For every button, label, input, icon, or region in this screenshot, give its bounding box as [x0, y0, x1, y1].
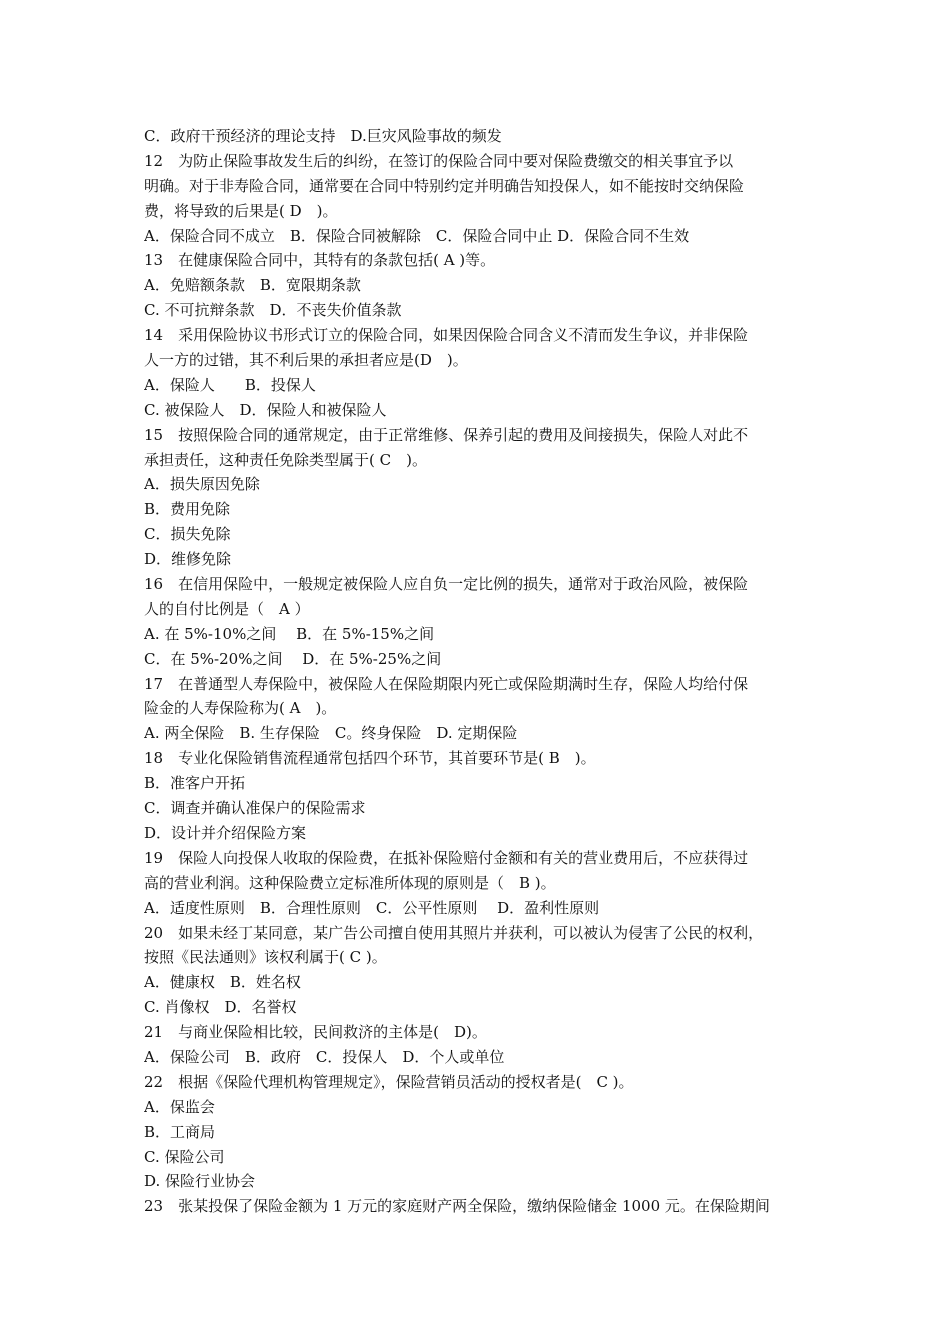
question-23-line: 23 张某投保了保险金额为 1 万元的家庭财产两全保险，缴纳保险储金 1000 元。在保险期间	[144, 1197, 770, 1216]
options-line: C. 不可抗辩条款 D．不丧失价值条款	[144, 301, 402, 320]
options-line: A. 在 5%-10%之间 B．在 5%-15%之间	[144, 624, 435, 643]
options-line: A．健康权 B．姓名权	[144, 973, 301, 992]
text-line: 人的自付比例是（ A ）	[144, 599, 310, 618]
text-line: 明确。对于非寿险合同，通常要在合同中特别约定并明确告知投保人，如不能按时交纳保险	[144, 176, 745, 195]
options-line: C. 被保险人 D．保险人和被保险人	[144, 400, 387, 419]
option-line: C．损失免除	[144, 525, 231, 544]
text-line: C．政府干预经济的理论支持 D.巨灾风险事故的频发	[144, 127, 502, 145]
options-line: C. 肖像权 D．名誉权	[144, 998, 297, 1017]
option-line: D．设计并介绍保险方案	[144, 823, 307, 842]
option-line: D．维修免除	[144, 550, 232, 569]
text-line: 承担责任，这种责任免除类型属于( C )。	[144, 450, 427, 469]
question-19-line: 19 保险人向投保人收取的保险费，在抵补保险赔付金额和有关的营业费用后，不应获得过	[144, 848, 749, 867]
option-line: A．保监会	[144, 1097, 215, 1116]
text-line: 费，将导致的后果是( D )。	[144, 201, 338, 220]
question-22-line: 22 根据《保险代理机构管理规定》，保险营销员活动的授权者是( C )。	[144, 1072, 634, 1091]
question-18-line: 18 专业化保险销售流程通常包括四个环节，其首要环节是( B )。	[144, 749, 596, 768]
option-line: D. 保险行业协会	[144, 1172, 256, 1191]
question-17-line: 17 在普通型人寿保险中，被保险人在保险期限内死亡或保险期满时生存，保险人均给付保	[144, 674, 749, 693]
option-line: C．调查并确认准保户的保险需求	[144, 799, 366, 818]
option-line: A．损失原因免除	[144, 475, 260, 494]
question-15-line: 15 按照保险合同的通常规定，由于正常维修、保养引起的费用及间接损失，保险人对此不	[144, 425, 749, 444]
options-line: A．保险公司 B．政府 C．投保人 D．个人或单位	[144, 1047, 505, 1066]
text-line: 按照《民法通则》该权利属于( C )。	[144, 948, 387, 967]
text-line: 险金的人寿保险称为( A )。	[144, 699, 337, 718]
question-16-line: 16 在信用保险中，一般规定被保险人应自负一定比例的损失，通常对于政治风险，被保险	[144, 575, 749, 594]
option-line: B．工商局	[144, 1122, 216, 1141]
question-21-line: 21 与商业保险相比较，民间救济的主体是( D)。	[144, 1023, 487, 1042]
option-line: B．准客户开拓	[144, 774, 246, 793]
question-13-line: 13 在健康保险合同中，其特有的条款包括( A )等。	[144, 251, 496, 270]
question-12-line: 12 为防止保险事故发生后的纠纷，在签订的保险合同中要对保险费缴交的相关事宜予以	[144, 151, 734, 170]
options-line: A．保险人 B．投保人	[144, 375, 316, 394]
options-line: C．在 5%-20%之间 D．在 5%-25%之间	[144, 649, 442, 668]
document-page	[144, 124, 814, 1219]
options-line: A．适度性原则 B．合理性原则 C．公平性原则 D．盈利性原则	[144, 898, 600, 917]
text-line: 人一方的过错，其不利后果的承担者应是(D )。	[144, 351, 468, 370]
text-line: 高的营业利润。这种保险费立定标准所体现的原则是（ B )。	[144, 873, 556, 892]
question-14-line: 14 采用保险协议书形式订立的保险合同，如果因保险合同含义不清而发生争议，并非保险	[144, 326, 749, 345]
option-line: B．费用免除	[144, 500, 231, 519]
option-line: C. 保险公司	[144, 1147, 225, 1166]
options-line: A. 两全保险 B. 生存保险 C。终身保险 D. 定期保险	[144, 724, 518, 743]
options-line: A．保险合同不成立 B．保险合同被解除 C．保险合同中止 D．保险合同不生效	[144, 226, 690, 245]
options-line: A．免赔额条款 B．宽限期条款	[144, 276, 361, 295]
question-20-line: 20 如果未经丁某同意，某广告公司擅自使用其照片并获利，可以被认为侵害了公民的权利，	[144, 923, 764, 942]
